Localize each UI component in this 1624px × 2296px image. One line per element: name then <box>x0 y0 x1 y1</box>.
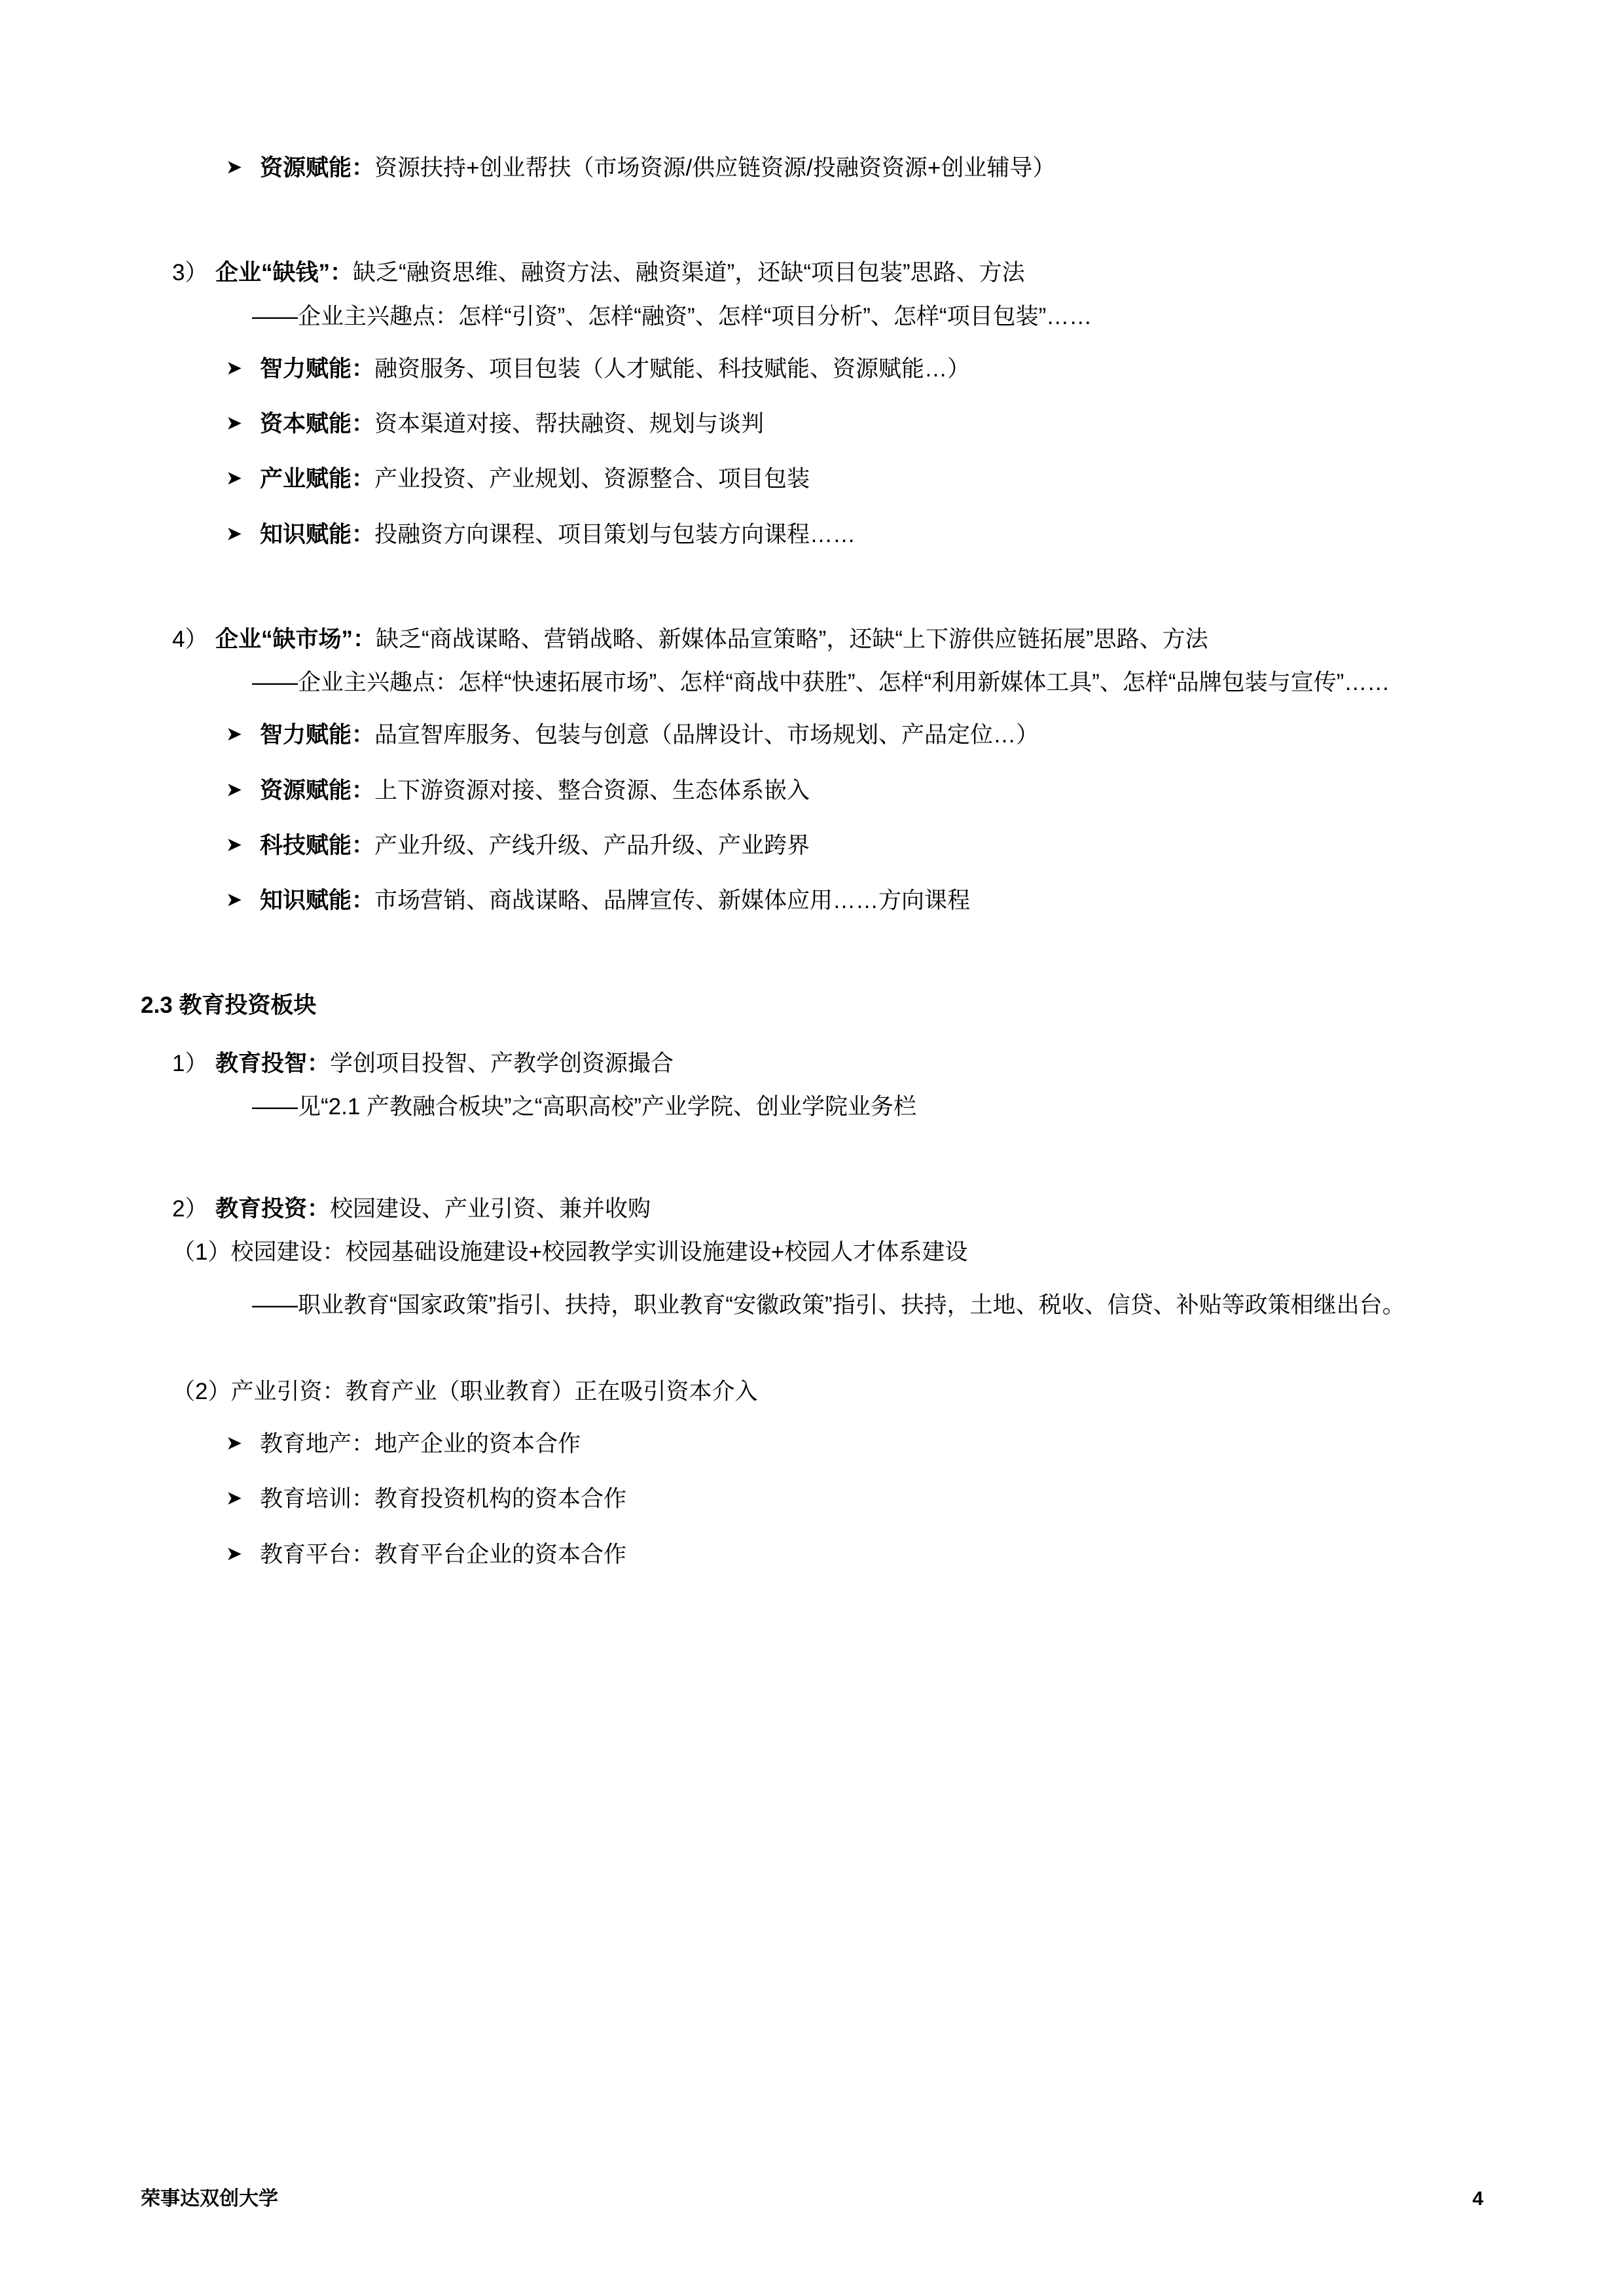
bullet-label: 产业赋能： <box>260 466 375 492</box>
bullet-item <box>141 718 1483 753</box>
arrow-bullet-icon: ➤ <box>226 1487 243 1510</box>
arrow-bullet-icon: ➤ <box>226 833 243 856</box>
bullet-text <box>260 352 1483 387</box>
bullet-item <box>141 407 1483 442</box>
bullet-label: 智力赋能： <box>260 722 375 748</box>
bullet-text <box>260 462 1483 497</box>
bullet-text <box>260 883 1483 919</box>
arrow-bullet-icon: ➤ <box>226 156 243 178</box>
arrow-bullet-icon: ➤ <box>226 412 243 434</box>
bullet-item <box>141 828 1483 864</box>
bullet-item <box>141 1482 1483 1517</box>
numbered-text <box>215 1046 1483 1082</box>
arrow-bullet-icon: ➤ <box>226 778 243 801</box>
bullet-label: 科技赋能： <box>260 832 375 858</box>
bullet-text <box>260 1427 1483 1462</box>
bullet-item <box>141 517 1483 553</box>
bullet-body: 市场营销、商战谋略、品牌宣传、新媒体应用……方向课程 <box>374 888 971 913</box>
bullet-item <box>141 151 1483 186</box>
bullet-item <box>141 1537 1483 1573</box>
paragraph-spacer <box>141 1142 1483 1192</box>
bullet-body: 投融资方向课程、项目策划与包装方向课程…… <box>374 521 856 547</box>
numbered-item <box>141 1192 1483 1227</box>
bullet-text <box>260 828 1483 864</box>
numbered-item <box>141 255 1483 291</box>
bullet-body: 资源扶持+创业帮扶（市场资源/供应链资源/投融资资源+创业辅导） <box>374 155 1056 181</box>
bullet-item <box>141 883 1483 919</box>
bullet-body: 教育地产：地产企业的资本合作 <box>260 1431 581 1457</box>
bullet-text <box>260 151 1483 186</box>
bullet-text <box>260 1537 1483 1573</box>
bullet-body: 上下游资源对接、整合资源、生态体系嵌入 <box>374 777 810 803</box>
bullet-body: 教育平台：教育平台企业的资本合作 <box>260 1541 627 1567</box>
numbered-label: 教育投智： <box>215 1050 331 1076</box>
bullet-body: 融资服务、项目包装（人才赋能、科技赋能、资源赋能…） <box>374 355 971 382</box>
numbered-text <box>215 1192 1483 1227</box>
bullet-item <box>141 773 1483 809</box>
bullet-body: 产业投资、产业规划、资源整合、项目包装 <box>374 466 810 492</box>
paren-item: （2）产业引资：教育产业（职业教育）正在吸引资本介入 <box>172 1378 758 1404</box>
page-footer <box>141 2182 1483 2211</box>
arrow-bullet-icon: ➤ <box>226 467 243 490</box>
dash-note: ——职业教育“国家政策”指引、扶持，职业教育“安徽政策”指引、扶持，土地、税收、信贷、补贴等政策相继出台。 <box>252 1292 1405 1318</box>
bullet-text <box>260 1482 1483 1517</box>
dash-note: ——企业主兴趣点：怎样“快速拓展市场”、怎样“商战中获胜”、怎样“利用新媒体工具”、怎样“品牌包装与宣传”…… <box>252 670 1390 695</box>
arrow-bullet-icon: ➤ <box>226 723 243 746</box>
bullet-text <box>260 517 1483 553</box>
bullet-body: 教育培训：教育投资机构的资本合作 <box>260 1486 627 1512</box>
paren-item: （1）校园建设：校园基础设施建设+校园教学实训设施建设+校园人才体系建设 <box>172 1239 968 1266</box>
numbered-label: 教育投资： <box>215 1196 331 1222</box>
numbered-label: 企业“缺市场”： <box>215 626 376 652</box>
arrow-bullet-icon: ➤ <box>226 1542 243 1565</box>
arrow-bullet-icon: ➤ <box>226 889 243 911</box>
bullet-text <box>260 773 1483 809</box>
bullet-body: 资本渠道对接、帮扶融资、规划与谈判 <box>374 411 765 437</box>
section-heading: 2.3 教育投资板块 <box>141 993 317 1019</box>
paragraph-spacer <box>141 1340 1483 1374</box>
list-number: 3） <box>172 260 208 286</box>
bullet-label: 资源赋能： <box>260 777 375 803</box>
numbered-text <box>215 622 1483 657</box>
paragraph-spacer <box>141 572 1483 622</box>
paragraph-spacer <box>141 938 1483 988</box>
footer-page-number: 4 <box>1472 2188 1483 2210</box>
numbered-text <box>215 255 1483 291</box>
paragraph-spacer <box>141 206 1483 255</box>
bullet-label: 智力赋能： <box>260 355 375 382</box>
dash-note: ——见“2.1 产教融合板块”之“高职高校”产业学院、创业学院业务栏 <box>252 1093 917 1120</box>
bullet-body: 产业升级、产线升级、产品升级、产业跨界 <box>374 832 810 858</box>
numbered-body: 缺乏“融资思维、融资方法、融资渠道”，还缺“项目包装”思路、方法 <box>353 260 1025 286</box>
numbered-label: 企业“缺钱”： <box>215 260 353 286</box>
bullet-label: 知识赋能： <box>260 888 375 913</box>
numbered-item <box>141 1046 1483 1082</box>
bullet-item <box>141 1427 1483 1462</box>
arrow-bullet-icon: ➤ <box>226 522 243 545</box>
document-body <box>141 151 1483 1573</box>
footer-organization: 荣事达双创大学 <box>141 2188 278 2210</box>
bullet-item <box>141 352 1483 387</box>
bullet-text <box>260 718 1483 753</box>
numbered-item <box>141 622 1483 657</box>
bullet-body: 品宣智库服务、包装与创意（品牌设计、市场规划、产品定位…） <box>374 722 1039 748</box>
arrow-bullet-icon: ➤ <box>226 357 243 379</box>
list-number: 2） <box>172 1196 208 1222</box>
list-number: 1） <box>172 1050 208 1076</box>
list-number: 4） <box>172 626 208 652</box>
bullet-label: 知识赋能： <box>260 521 375 547</box>
bullet-item <box>141 462 1483 497</box>
bullet-label: 资源赋能： <box>260 155 375 181</box>
numbered-body: 校园建设、产业引资、兼并收购 <box>330 1196 651 1222</box>
arrow-bullet-icon: ➤ <box>226 1432 243 1454</box>
numbered-body: 缺乏“商战谋略、营销战略、新媒体品宣策略”，还缺“上下游供应链拓展”思路、方法 <box>376 626 1208 652</box>
bullet-label: 资本赋能： <box>260 411 375 437</box>
numbered-body: 学创项目投智、产教学创资源撮合 <box>330 1050 674 1076</box>
bullet-text <box>260 407 1483 442</box>
dash-note: ——企业主兴趣点：怎样“引资”、怎样“融资”、怎样“项目分析”、怎样“项目包装”…… <box>252 303 1092 329</box>
